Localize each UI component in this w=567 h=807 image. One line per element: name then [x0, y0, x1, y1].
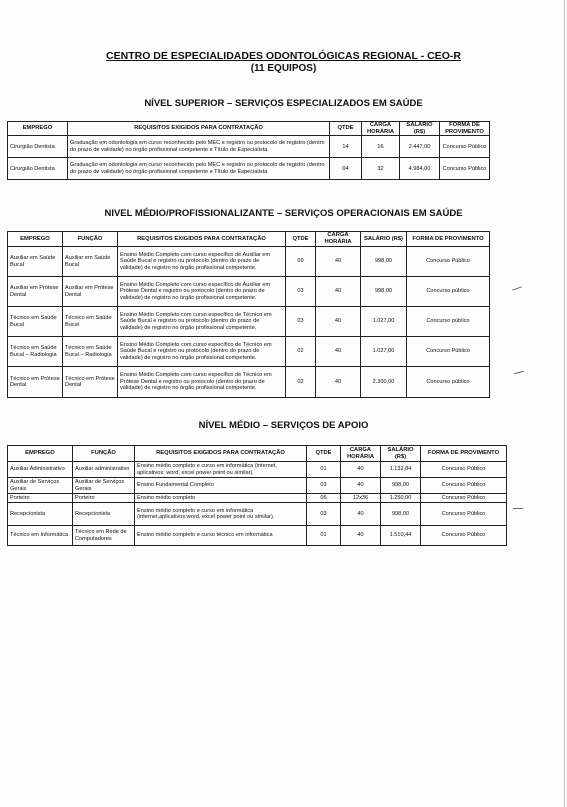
cell-emprego: Porteiro: [8, 494, 73, 503]
col-header-forma: FORMA DE PROVIMENTO: [407, 232, 490, 247]
table-medio-profissionalizante: [7, 231, 490, 398]
cell-salario: 2.300,00: [361, 367, 407, 398]
section-title-medio-profissionalizante: NIVEL MÉDIO/PROFISSIONALIZANTE – SERVIÇOS OPERACIONAIS EM SAÚDE: [104, 208, 463, 219]
cell-qtde: 01: [307, 462, 341, 478]
scan-mark: [513, 508, 523, 509]
cell-funcao: Porteiro: [73, 494, 135, 503]
cell-salario: 1.510,44: [381, 526, 421, 546]
col-header-requisitos: REQUISITOS EXIGIDOS PARA CONTRATAÇÃO: [118, 232, 286, 247]
col-header-carga: CARGA HORÁRIA: [316, 232, 361, 247]
cell-forma: Concurso Público: [421, 503, 507, 526]
table-superior: [7, 121, 490, 180]
cell-requisitos: Ensino médio completo e curso em informática (internet,aplicativos:word, excel power point ou similar).: [135, 503, 307, 526]
cell-emprego: Técnico em Saúde Bucal: [8, 307, 63, 337]
col-header-forma: FORMA DE PROVIMENTO: [440, 122, 490, 136]
cell-requisitos: Ensino médio completo e curso em informática (internet, aplicativos: word, excel power point ou similar).: [135, 462, 307, 478]
cell-emprego: Auxiliar Administrativo: [8, 462, 73, 478]
section-title-medio-apoio: NÍVEL MÉDIO – SERVIÇOS DE APOIO: [198, 420, 369, 431]
col-header-qtde: QTDE: [307, 446, 341, 462]
cell-funcao: Técnico em Saúde Bucal – Radiologia: [63, 337, 118, 367]
cell-qtde: 09: [286, 247, 316, 277]
cell-emprego: Técnico em Saúde Bucal – Radiologia: [8, 337, 63, 367]
table-row: [8, 307, 490, 337]
cell-carga: 40: [316, 367, 361, 398]
table-row: [8, 158, 490, 180]
cell-requisitos: Ensino médio completo e curso técnico em informática: [135, 526, 307, 546]
col-header-carga: CARGA HORÁRIA: [341, 446, 381, 462]
page-edge-shadow: [564, 0, 565, 807]
cell-carga: 40: [316, 337, 361, 367]
cell-emprego: Cirurgião Dentista: [8, 158, 68, 180]
cell-carga: 12x36: [341, 494, 381, 503]
cell-qtde: 02: [286, 337, 316, 367]
cell-qtde: 03: [307, 478, 341, 494]
cell-funcao: Técnico em Rede de Computadores: [73, 526, 135, 546]
cell-forma: Concurso Público: [407, 247, 490, 277]
cell-qtde: 04: [330, 158, 362, 180]
cell-emprego: Técnico em Informática: [8, 526, 73, 546]
cell-carga: 40: [316, 277, 361, 307]
cell-carga: 40: [316, 307, 361, 337]
cell-requisitos: Graduação em odontologia em curso reconhecido pelo MEC e registro ou protocolo de registro (dentro do prazo de validade) no órgão profissional competente e Título de Especialista: [68, 158, 330, 180]
table-medio-apoio: [7, 445, 507, 546]
cell-salario: 1.132,84: [381, 462, 421, 478]
cell-funcao: Auxiliar em Saúde Bucal: [63, 247, 118, 277]
cell-salario: 4.984,00: [400, 158, 440, 180]
table-row: [8, 367, 490, 398]
table-row: [8, 478, 507, 494]
cell-emprego: Recepcionista: [8, 503, 73, 526]
col-header-salario: SALÁRIO (R$): [381, 446, 421, 462]
cell-forma: Concurso público: [407, 307, 490, 337]
cell-carga: 40: [341, 478, 381, 494]
col-header-salario: SALÁRIO (R$): [400, 122, 440, 136]
col-header-forma: FORMA DE PROVIMENTO: [421, 446, 507, 462]
cell-carga: 40: [341, 503, 381, 526]
cell-funcao: Auxiliar em Prótese Dental: [63, 277, 118, 307]
page-title: CENTRO DE ESPECIALIDADES ODONTOLÓGICAS REGIONAL - CEO-R: [106, 50, 461, 62]
cell-qtde: 14: [330, 136, 362, 158]
cell-forma: Concurso público: [407, 367, 490, 398]
cell-forma: Concurso Público: [421, 526, 507, 546]
table-row: [8, 247, 490, 277]
cell-funcao: Auxiliar administrativo: [73, 462, 135, 478]
cell-forma: Concurso Público: [421, 478, 507, 494]
cell-salario: 1.027,00: [361, 307, 407, 337]
cell-funcao: Técnico em Prótese Dental: [63, 367, 118, 398]
col-header-emprego: EMPREGO: [8, 122, 68, 136]
cell-qtde: 06: [307, 494, 341, 503]
cell-requisitos: Ensino Médio Completo com curso específico de Técnico em Prótese Dental e registro ou protocolo (dentro do prazo de validade) de registro no órgão profissional competente.: [118, 367, 286, 398]
cell-requisitos: Ensino Médio Completo com curso específico de Técnico em Saúde Bucal e registro ou protocolo (dentro do prazo de validade) de registro no órgão profissional competente.: [118, 337, 286, 367]
cell-qtde: 01: [307, 526, 341, 546]
cell-requisitos: Ensino Fundamental Completo: [135, 478, 307, 494]
table-row: [8, 494, 507, 503]
col-header-emprego: EMPREGO: [8, 232, 63, 247]
col-header-qtde: QTDE: [286, 232, 316, 247]
col-header-salario: SALÁRIO (R$): [361, 232, 407, 247]
cell-forma: Concurso Público: [440, 136, 490, 158]
cell-requisitos: Graduação em odontologia em curso reconhecido pelo MEC e registro ou protocolo de registro (dentro do prazo de validade) no órgão profissional competente e Título de Especialista: [68, 136, 330, 158]
page-subtitle: (11 EQUIPOS): [250, 63, 317, 74]
cell-emprego: Auxiliar em Saúde Bucal: [8, 247, 63, 277]
cell-salario: 998,00: [381, 503, 421, 526]
cell-qtde: 03: [286, 277, 316, 307]
cell-salario: 1.027,00: [361, 337, 407, 367]
cell-emprego: Auxiliar em Prótese Dental: [8, 277, 63, 307]
table-row: [8, 136, 490, 158]
table-row: [8, 337, 490, 367]
cell-forma: Concurso Público: [421, 494, 507, 503]
cell-qtde: 03: [307, 503, 341, 526]
cell-forma: Concurso Público: [421, 462, 507, 478]
cell-emprego: Auxiliar de Serviços Gerais: [8, 478, 73, 494]
col-header-requisitos: REQUISITOS EXIGIDOS PARA CONTRATAÇÃO: [68, 122, 330, 136]
cell-requisitos: Ensino médio completo: [135, 494, 307, 503]
cell-carga: 16: [362, 136, 400, 158]
cell-emprego: Cirurgião Dentista: [8, 136, 68, 158]
cell-funcao: Auxiliar de Serviços Gerais: [73, 478, 135, 494]
scan-mark: [514, 371, 524, 375]
table-row: [8, 503, 507, 526]
cell-salario: 998,00: [361, 247, 407, 277]
table-row: [8, 462, 507, 478]
table-row: [8, 526, 507, 546]
cell-carga: 40: [341, 462, 381, 478]
section-title-superior: NÍVEL SUPERIOR – SERVIÇOS ESPECIALIZADOS EM SAÚDE: [144, 98, 423, 109]
cell-qtde: 03: [286, 307, 316, 337]
cell-carga: 40: [341, 526, 381, 546]
col-header-funcao: FUNÇÃO: [73, 446, 135, 462]
cell-funcao: Recepcionista: [73, 503, 135, 526]
cell-requisitos: Ensino Médio Completo com curso específico de Auxiliar em Prótese Dental e registro ou protocolo (dentro do prazo de validade) de registro no órgão profissional competente.: [118, 277, 286, 307]
cell-funcao: Técnico em Saúde Bucal: [63, 307, 118, 337]
cell-forma: Concurso público: [407, 277, 490, 307]
cell-salario: 2.447,00: [400, 136, 440, 158]
col-header-qtde: QTDE: [330, 122, 362, 136]
cell-salario: 998,00: [381, 478, 421, 494]
col-header-requisitos: REQUISITOS EXIGIDOS PARA CONTRATAÇÃO: [135, 446, 307, 462]
col-header-emprego: EMPREGO: [8, 446, 73, 462]
table-row: [8, 277, 490, 307]
cell-requisitos: Ensino Médio Completo com curso específico de Técnico em Saúde Bucal e registro ou protocolo (dentro do prazo de validade) de registro no órgão profissional competente.: [118, 307, 286, 337]
cell-emprego: Técnico em Prótese Dental: [8, 367, 63, 398]
cell-salario: 998,00: [361, 277, 407, 307]
cell-carga: 40: [316, 247, 361, 277]
scan-mark: [512, 286, 522, 290]
cell-carga: 32: [362, 158, 400, 180]
cell-requisitos: Ensino Médio Completo com curso específico de Auxiliar em Saúde Bucal e registro ou protocolo (dentro do prazo de validade) de registro no órgão profissional competente.: [118, 247, 286, 277]
cell-qtde: 02: [286, 367, 316, 398]
cell-salario: 1.250,00: [381, 494, 421, 503]
col-header-funcao: FUNÇÃO: [63, 232, 118, 247]
cell-forma: Concurso Público: [407, 337, 490, 367]
col-header-carga: CARGA HORÁRIA: [362, 122, 400, 136]
cell-forma: Concurso Público: [440, 158, 490, 180]
